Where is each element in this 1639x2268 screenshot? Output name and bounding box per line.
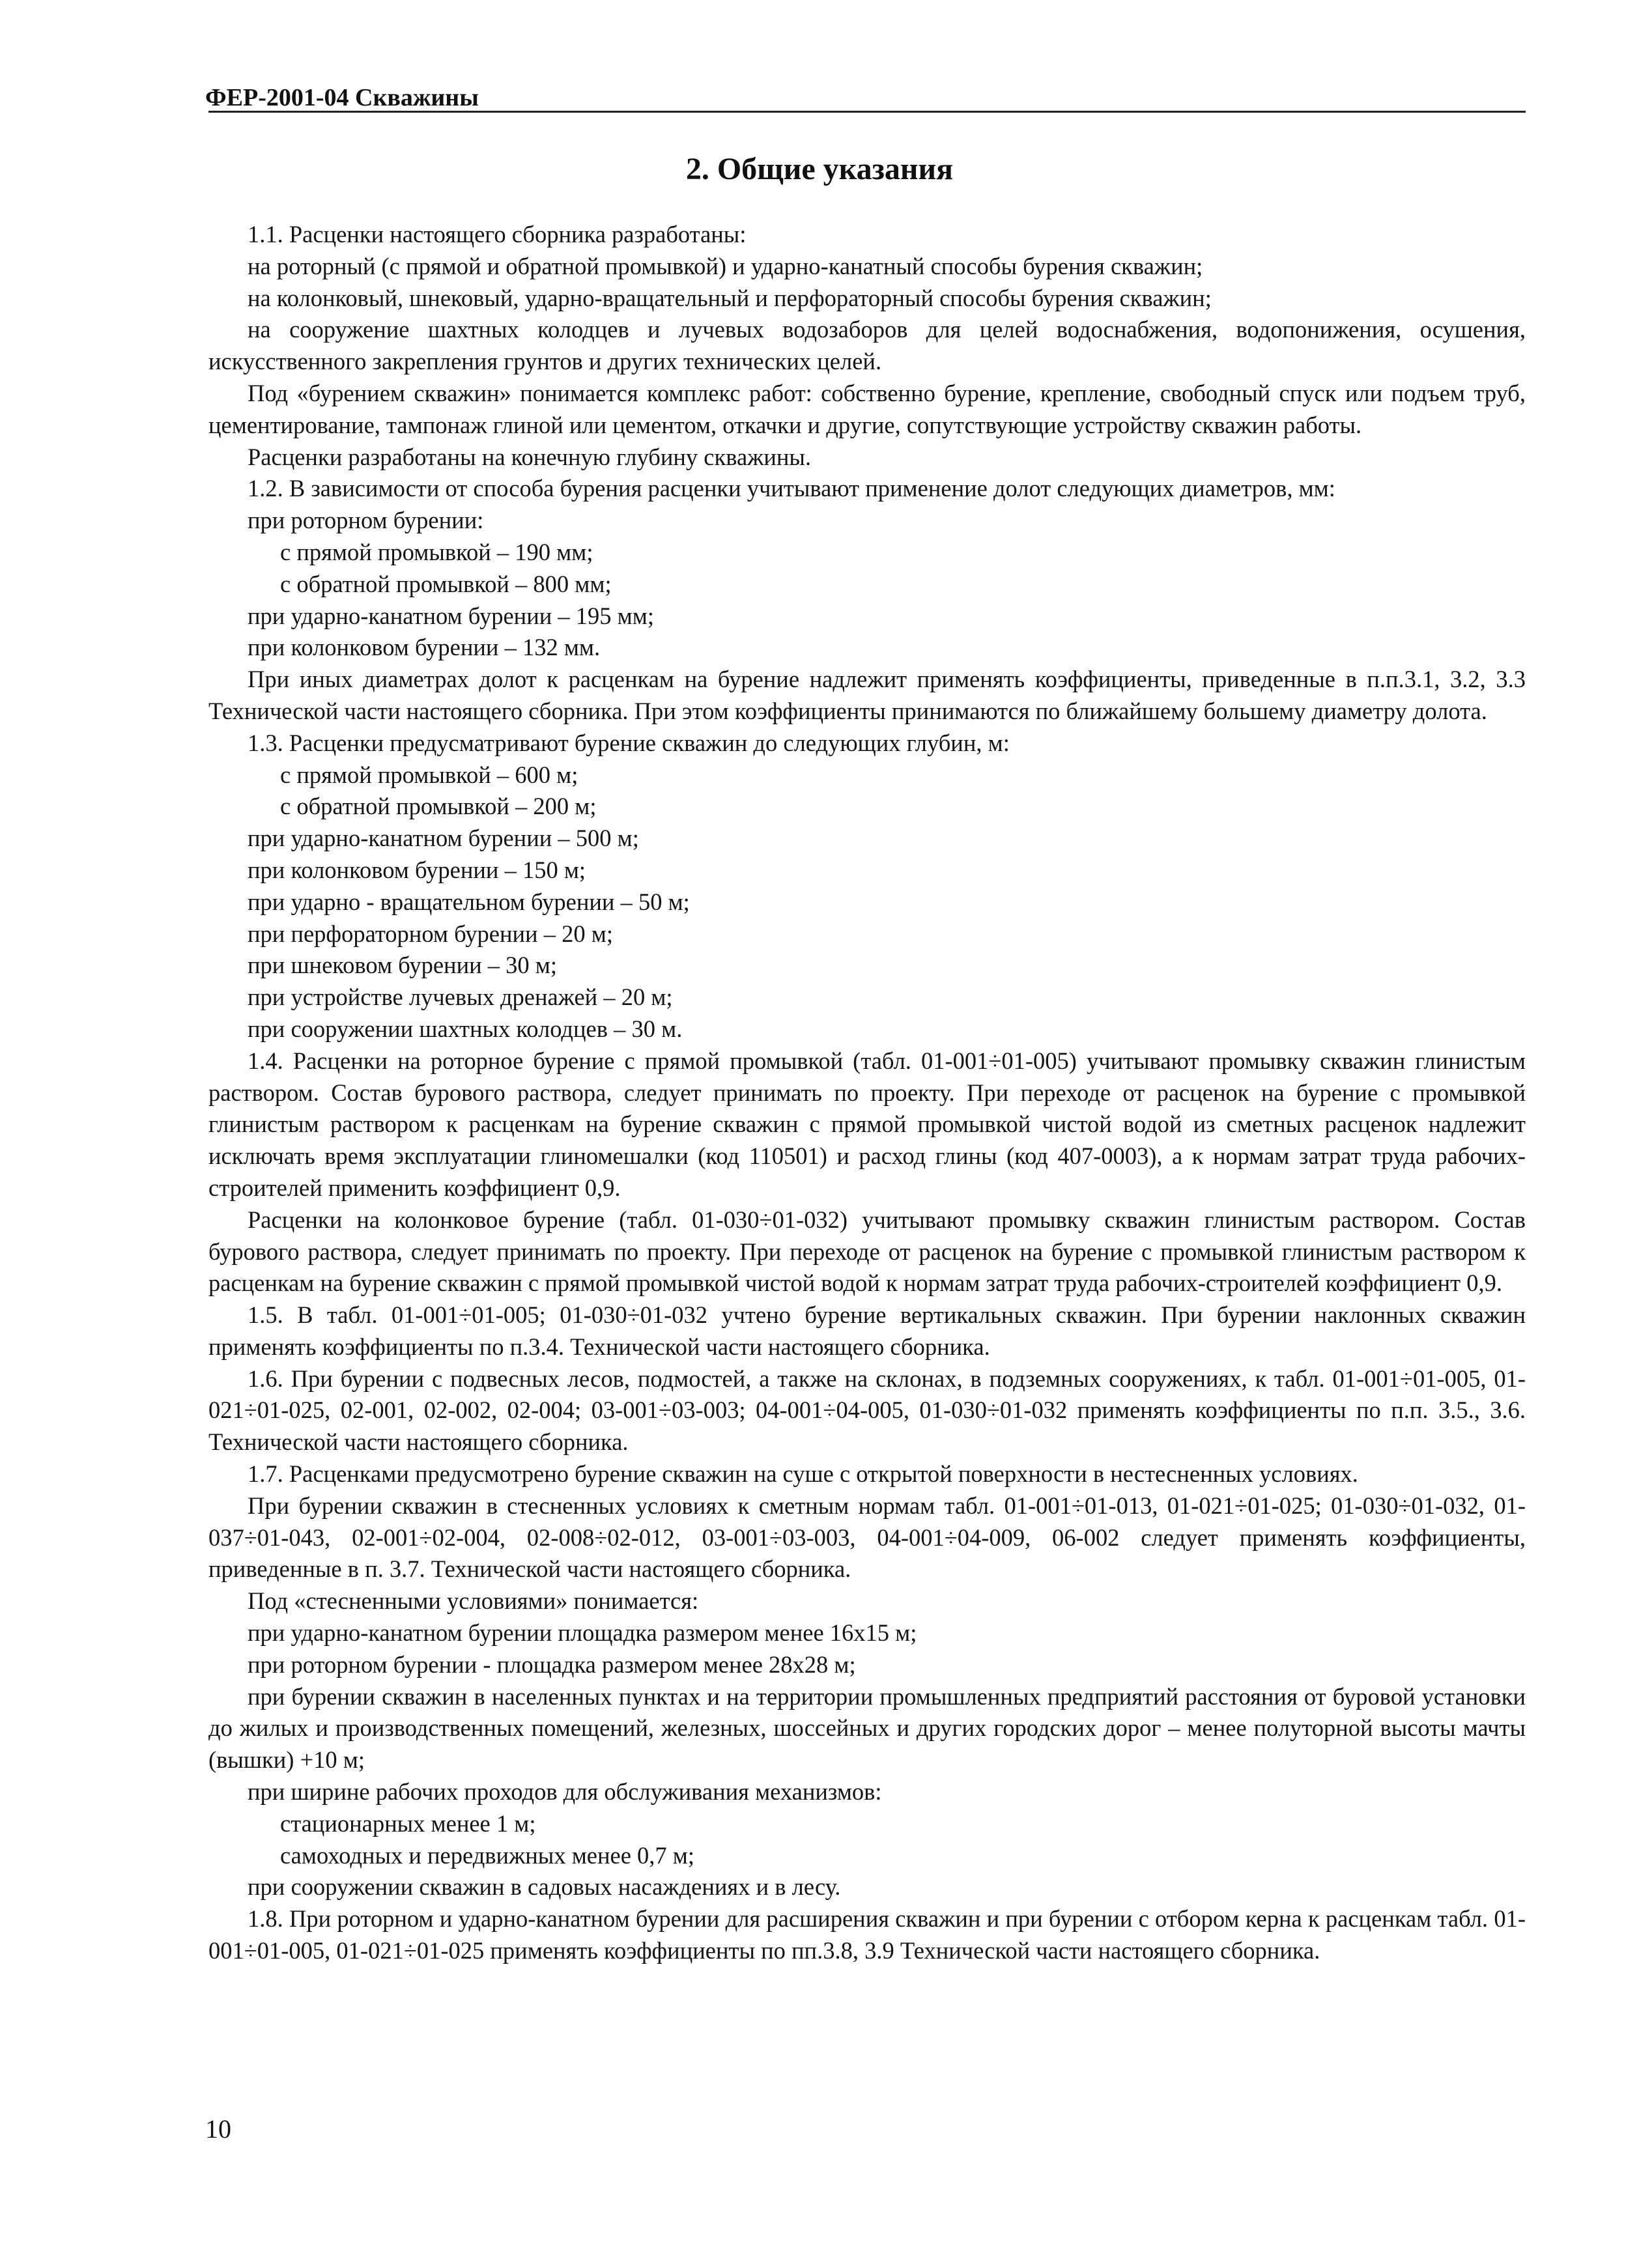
list-item: самоходных и передвижных менее 0,7 м; bbox=[280, 1841, 695, 1869]
list-item: при ударно-канатном бурении площадка размером менее 16x15 м; bbox=[248, 1619, 917, 1647]
paragraph: на роторный (с прямой и обратной промывкой) и ударно-канатный способы бурения скважин; bbox=[248, 252, 1203, 279]
list-item: с обратной промывкой – 200 м; bbox=[280, 793, 597, 820]
list-item: при шнековом бурении – 30 м; bbox=[248, 952, 558, 979]
paragraph: 1.8. При роторном и ударно-канатном бурении для расширения скважин и при бурении с отбором керна к расценкам табл. 01-001÷01-005, 01-021÷01-025 применять коэффициенты по пп.3.8, 3.9 Технической части настоящего сборника. bbox=[208, 1905, 1526, 1964]
list-item: с прямой промывкой – 190 мм; bbox=[280, 538, 593, 565]
paragraph: Расценки на колонковое бурение (табл. 01-030÷01-032) учитывают промывку скважин глинистым раствором. Состав бурового раствора, следует принимать по проекту. При переходе от расценок на бурение с промывкой глинистым раствором к расценкам на бурение скважин с прямой промывкой чистой водой к нормам затрат труда рабочих-строителей коэффициент 0,9. bbox=[208, 1206, 1526, 1297]
list-item: при ударно-канатном бурении – 195 мм; bbox=[248, 602, 654, 629]
paragraph: на колонковый, шнековый, ударно-вращательный и перфораторный способы бурения скважин; bbox=[248, 284, 1212, 311]
paragraph: при ширине рабочих проходов для обслуживания механизмов: bbox=[248, 1778, 882, 1806]
page-number: 10 bbox=[205, 2114, 231, 2144]
list-item: при перфораторном бурении – 20 м; bbox=[248, 920, 613, 947]
paragraph: на сооружение шахтных колодцев и лучевых водозаборов для целей водоснабжения, водопонижения, осушения, искусственного закрепления грунтов и других технических целей. bbox=[208, 316, 1526, 375]
list-item: при сооружении скважин в садовых насаждениях и в лесу. bbox=[248, 1873, 841, 1901]
paragraph: При иных диаметрах долот к расценкам на бурение надлежит применять коэффициенты, приведенные в п.п.3.1, 3.2, 3.3 Технической части настоящего сборника. При этом коэффициенты принимаются по ближайшему большему диаметру долота. bbox=[208, 666, 1526, 724]
header-rule bbox=[208, 111, 1526, 113]
paragraph: 1.1. Расценки настоящего сборника разработаны: bbox=[248, 221, 747, 248]
paragraph: Расценки разработаны на конечную глубину скважины. bbox=[248, 443, 812, 470]
list-item: с прямой промывкой – 600 м; bbox=[280, 761, 578, 788]
paragraph: при бурении скважин в населенных пунктах и на территории промышленных предприятий расстояния от буровой установки до жилых и производственных помещений, железных, шоссейных и других городских дорог – менее полуторной высоты мачты (вышки) +10 м; bbox=[208, 1682, 1526, 1774]
paragraph: Под «бурением скважин» понимается комплекс работ: собственно бурение, крепление, свободный спуск или подъем труб, цементирование, тампонаж глиной или цементом, откачки и другие, сопутствующие устройству скважин работы. bbox=[208, 379, 1526, 438]
list-item: при колонковом бурении – 132 мм. bbox=[248, 634, 601, 661]
body-text bbox=[208, 219, 1526, 1967]
paragraph: Под «стесненными условиями» понимается: bbox=[248, 1587, 699, 1615]
list-item: при колонковом бурении – 150 м; bbox=[248, 856, 586, 883]
paragraph: При бурении скважин в стесненных условиях к сметным нормам табл. 01-001÷01-013, 01-021÷01-025; 01-030÷01-032, 01-037÷01-043, 02-001÷02-004, 02-008÷02-012, 03-001÷03-003, 04-001÷04-009, 06-002 следует применять коэффициенты, приведенные в п. 3.7. Технической части настоящего сборника. bbox=[208, 1492, 1526, 1583]
list-item: при устройстве лучевых дренажей – 20 м; bbox=[248, 984, 673, 1011]
paragraph: 1.3. Расценки предусматривают бурение скважин до следующих глубин, м: bbox=[248, 729, 1010, 756]
list-item: при ударно - вращательном бурении – 50 м; bbox=[248, 888, 690, 915]
paragraph: 1.7. Расценками предусмотрено бурение скважин на суше с открытой поверхности в нестесненных условиях. bbox=[248, 1460, 1358, 1488]
list-item: при сооружении шахтных колодцев – 30 м. bbox=[248, 1015, 683, 1042]
section-title: 2. Общие указания bbox=[685, 152, 954, 186]
list-item: с обратной промывкой – 800 мм; bbox=[280, 570, 612, 597]
running-header: ФЕР-2001-04 Скважины bbox=[205, 84, 479, 111]
list-item: при ударно-канатном бурении – 500 м; bbox=[248, 825, 639, 852]
paragraph: 1.4. Расценки на роторное бурение с прямой промывкой (табл. 01-001÷01-005) учитывают промывку скважин глинистым раствором. Состав бурового раствора, следует принимать по проекту. При переходе от расценок на бурение с промывкой глинистым раствором к расценкам на бурение скважин с прямой промывкой чистой водой из сметных расценок надлежит исключать время эксплуатации глиномешалки (код 110501) и расход глины (код 407-0003), а к нормам затрат труда рабочих-строителей применить коэффициент 0,9. bbox=[208, 1047, 1526, 1201]
paragraph: 1.2. В зависимости от способа бурения расценки учитывают применение долот следующих диаметров, мм: bbox=[248, 475, 1335, 502]
paragraph: 1.6. При бурении с подвесных лесов, подмостей, а также на склонах, в подземных сооружениях, к табл. 01-001÷01-005, 01-021÷01-025, 02-001, 02-002, 02-004; 03-001÷03-003; 04-001÷04-005, 01-030÷01-032 применять коэффициенты по п.п. 3.5., 3.6. Технической части настоящего сборника. bbox=[208, 1365, 1526, 1456]
paragraph: 1.5. В табл. 01-001÷01-005; 01-030÷01-032 учтено бурение вертикальных скважин. При бурении наклонных скважин применять коэффициенты по п.3.4. Технической части настоящего сборника. bbox=[208, 1301, 1526, 1360]
list-item: при роторном бурении - площадка размером менее 28x28 м; bbox=[248, 1651, 856, 1678]
paragraph: при роторном бурении: bbox=[248, 507, 484, 534]
list-item: стационарных менее 1 м; bbox=[280, 1809, 536, 1837]
